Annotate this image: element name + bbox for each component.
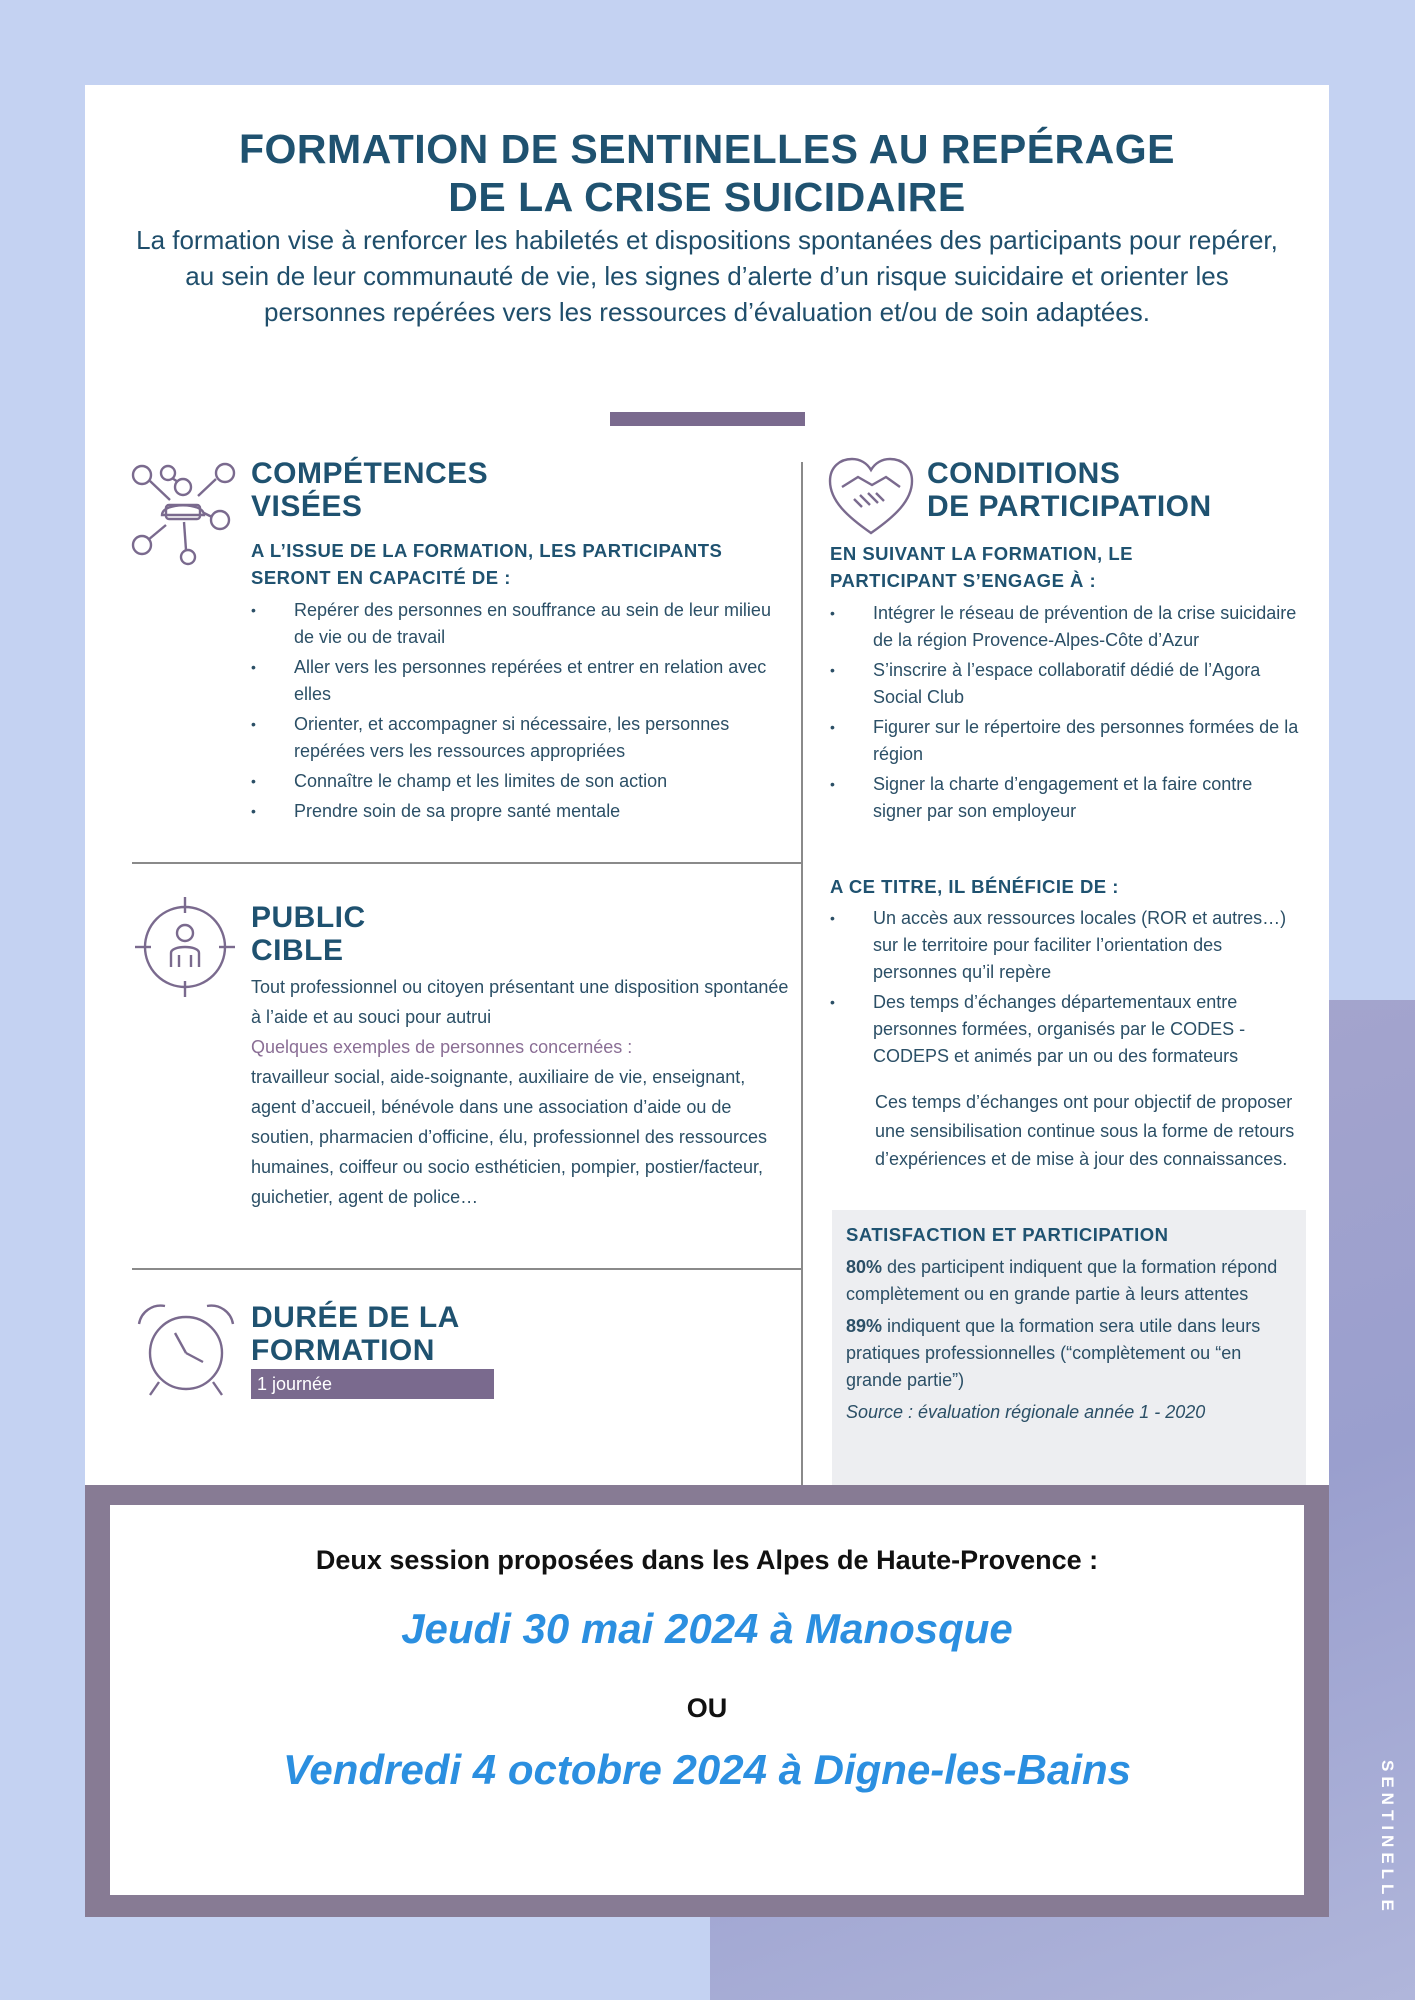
sessions-frame [85, 1485, 1329, 1917]
conditions-subhead: EN SUIVANT LA FORMATION, LE PARTICIPANT S’ENGAGE À : [830, 543, 1133, 591]
list-item: • Intégrer le réseau de prévention de la crise suicidaire de la région Provence-Alpes-Côte d’Azur [830, 600, 1300, 654]
competences-list [251, 597, 791, 828]
list-item: • Signer la charte d’engagement et la faire contre signer par son employeur [830, 771, 1300, 825]
list-item: • Figurer sur le répertoire des personnes formées de la région [830, 714, 1300, 768]
sessions-panel [110, 1505, 1304, 1895]
network-people-icon [130, 460, 236, 566]
conditions-title-line-1: CONDITIONS [927, 457, 1121, 490]
list-item: • Aller vers les personnes repérées et entrer en relation avec elles [251, 654, 791, 708]
competences-title-line-1: COMPÉTENCES [251, 457, 489, 490]
alarm-clock-icon [135, 1300, 237, 1398]
info-card [85, 85, 1329, 1485]
list-item: • Un accès aux ressources locales (ROR et autres…) sur le territoire pour faciliter l’orientation des personnes qu’il repère [830, 905, 1300, 986]
public-title-line-2: CIBLE [251, 934, 344, 967]
sessions-separator: OU [686, 1693, 728, 1723]
stat-1-text: des participent indiquent que la formation répond complètement ou en grande partie à leurs attentes [846, 1257, 1278, 1304]
public-title-line-1: PUBLIC [251, 901, 366, 934]
stat-1-value: 80% [846, 1257, 883, 1277]
list-item: • Orienter, et accompagner si nécessaire, les personnes repérées vers les ressources appropriées [251, 711, 791, 765]
target-person-icon [135, 897, 235, 997]
list-item: • S’inscrire à l’espace collaboratif dédié de l’Agora Social Club [830, 657, 1300, 711]
satisfaction-stat-2 [846, 1313, 1292, 1394]
intro-text: La formation vise à renforcer les habiletés et dispositions spontanées des participants pour repérer, au sein de leur communauté de vie, les signes d’alerte d’un risque suicidaire et orienter les personnes repérées vers les ressources d’évaluation et/ou de soin adaptées. [136, 225, 1278, 327]
benefits-list [830, 905, 1300, 1073]
public-description [251, 972, 791, 1212]
public-examples-label: Quelques exemples de personnes concernées : [251, 1037, 633, 1057]
stat-2-text: indiquent que la formation sera utile dans leurs pratiques professionnelles (“complètement ou “en grande partie”) [846, 1316, 1261, 1390]
public-examples: travailleur social, aide-soignante, auxiliaire de vie, enseignant, agent d’accueil, bénévole dans une association d’aide ou de soutien, pharmacien d’officine, élu, professionnel des ressources humaines, coiffeur ou socio esthéticien, pompier, postier/facteur, guichetier, agent de police… [251, 1067, 767, 1207]
conditions-title [927, 457, 1212, 523]
competences-title [251, 457, 488, 523]
duration-badge: 1 journée [251, 1369, 494, 1399]
column-divider [801, 462, 803, 1547]
sessions-intro: Deux session proposées dans les Alpes de Haute-Provence : [315, 1545, 1099, 1575]
public-text: Tout professionnel ou citoyen présentant une disposition spontanée à l’aide et au souci pour autrui [251, 977, 789, 1027]
side-label: SENTINELLE [1378, 1760, 1397, 1916]
public-title [251, 901, 366, 967]
satisfaction-stat-1 [846, 1254, 1292, 1308]
session-date-2: Vendredi 4 octobre 2024 à Digne-les-Bains [282, 1746, 1132, 1793]
competences-subhead: A L’ISSUE DE LA FORMATION, LES PARTICIPANTS SERONT EN CAPACITÉ DE : [251, 540, 723, 588]
list-item: • Des temps d’échanges départementaux entre personnes formées, organisés par le CODES - CODEPS et animés par un ou des formateurs [830, 989, 1300, 1070]
session-date-1: Jeudi 30 mai 2024 à Manosque [401, 1605, 1013, 1652]
section-divider [132, 862, 802, 864]
satisfaction-source: Source : évaluation régionale année 1 - 2020 [846, 1402, 1206, 1422]
satisfaction-title: SATISFACTION ET PARTICIPATION [846, 1224, 1169, 1245]
duree-title [251, 1301, 460, 1367]
duree-title-line-2: FORMATION [251, 1334, 435, 1367]
handshake-heart-icon [828, 457, 914, 535]
accent-divider [610, 412, 805, 426]
competences-title-line-2: VISÉES [251, 490, 363, 523]
title-line-2: DE LA CRISE SUICIDAIRE [448, 174, 966, 220]
list-item: • Prendre soin de sa propre santé mentale [251, 798, 791, 825]
title-line-1: FORMATION DE SENTINELLES AU REPÉRAGE [239, 126, 1175, 172]
section-divider [132, 1268, 802, 1270]
stat-2-value: 89% [846, 1316, 883, 1336]
list-item: • Repérer des personnes en souffrance au sein de leur milieu de vie ou de travail [251, 597, 791, 651]
list-item: • Connaître le champ et les limites de son action [251, 768, 791, 795]
conditions-list [830, 600, 1300, 828]
benefits-head: A CE TITRE, IL BÉNÉFICIE DE : [830, 876, 1119, 897]
benefits-note: Ces temps d’échanges ont pour objectif de proposer une sensibilisation continue sous la forme de retours d’expériences et de mise à jour des connaissances. [875, 1092, 1295, 1169]
conditions-title-line-2: DE PARTICIPATION [927, 490, 1212, 523]
duree-title-line-1: DURÉE DE LA [251, 1301, 460, 1334]
page-title [85, 125, 1329, 221]
